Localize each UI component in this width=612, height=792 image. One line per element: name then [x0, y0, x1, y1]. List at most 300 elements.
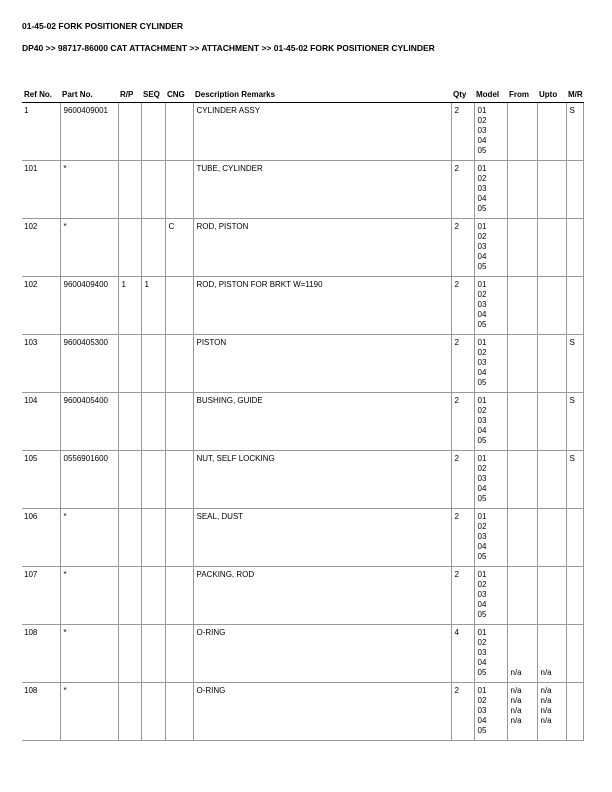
cng-cell	[165, 625, 193, 683]
description-cell: PACKING, ROD	[193, 567, 451, 625]
upto-value	[541, 658, 564, 668]
from-value	[511, 262, 535, 272]
col-cng-header: CNG	[165, 86, 193, 103]
upto-value	[541, 164, 564, 174]
seq-cell	[141, 451, 165, 509]
from-value	[511, 436, 535, 446]
model-value: 02	[477, 638, 487, 647]
model-value: 05	[477, 610, 487, 619]
from-cell	[507, 567, 537, 625]
model-value: 03	[477, 590, 487, 599]
qty-cell: 2	[451, 509, 474, 567]
model-value: 01	[477, 454, 487, 463]
from-value	[511, 416, 535, 426]
from-value	[511, 464, 535, 474]
model-value: 02	[477, 522, 487, 531]
upto-value	[541, 396, 564, 406]
model-value: 02	[477, 348, 487, 357]
col-qty-header: Qty	[451, 86, 474, 103]
model-value: 04	[477, 136, 487, 145]
model-value: 03	[477, 300, 487, 309]
cng-cell	[165, 509, 193, 567]
upto-value	[541, 368, 564, 378]
upto-cell	[537, 567, 566, 625]
mr-cell: S	[566, 393, 583, 451]
model-value: 05	[477, 494, 487, 503]
model-cell	[474, 161, 507, 219]
description-cell: BUSHING, GUIDE	[193, 393, 451, 451]
from-value	[511, 242, 535, 252]
model-value: 01	[477, 512, 487, 521]
from-cell	[507, 103, 537, 161]
mr-cell: S	[566, 335, 583, 393]
seq-cell	[141, 683, 165, 741]
from-value	[511, 532, 535, 542]
upto-value	[541, 532, 564, 542]
upto-cell	[537, 335, 566, 393]
from-value	[511, 406, 535, 416]
model-value: 01	[477, 570, 487, 579]
upto-value	[541, 290, 564, 300]
upto-value	[541, 280, 564, 290]
description-cell: NUT, SELF LOCKING	[193, 451, 451, 509]
from-value	[511, 174, 535, 184]
upto-cell	[537, 219, 566, 277]
model-value: 02	[477, 464, 487, 473]
from-value	[511, 628, 535, 638]
from-value: n/a	[510, 706, 522, 715]
part-no-cell: *	[60, 625, 118, 683]
description-cell: ROD, PISTON FOR BRKT W=1190	[193, 277, 451, 335]
table-row	[22, 509, 583, 567]
upto-cell	[537, 161, 566, 219]
upto-cell	[537, 393, 566, 451]
model-value: 02	[477, 116, 487, 125]
model-value: 03	[477, 474, 487, 483]
from-value	[511, 454, 535, 464]
model-value: 05	[477, 146, 487, 155]
col-model-header: Model	[474, 86, 507, 103]
mr-cell	[566, 625, 583, 683]
upto-value: n/a	[540, 696, 552, 705]
cng-cell	[165, 103, 193, 161]
upto-value	[541, 300, 564, 310]
cng-cell	[165, 335, 193, 393]
model-value: 02	[477, 696, 487, 705]
part-no-cell: *	[60, 683, 118, 741]
ref-cell: 104	[22, 393, 60, 451]
seq-cell	[141, 335, 165, 393]
col-ref-header: Ref No.	[22, 86, 60, 103]
description-cell: TUBE, CYLINDER	[193, 161, 451, 219]
upto-value	[541, 542, 564, 552]
table-header-row	[22, 86, 583, 103]
model-value: 01	[477, 628, 487, 637]
from-value	[511, 648, 535, 658]
from-value	[511, 338, 535, 348]
from-value	[511, 726, 535, 736]
upto-value	[541, 126, 564, 136]
model-value: 05	[477, 320, 487, 329]
upto-value	[541, 146, 564, 156]
upto-value: n/a	[540, 668, 552, 677]
model-value: 03	[477, 416, 487, 425]
mr-cell	[566, 683, 583, 741]
mr-cell	[566, 567, 583, 625]
model-value: 03	[477, 184, 487, 193]
model-value: 05	[477, 552, 487, 561]
from-value	[511, 590, 535, 600]
from-value	[511, 658, 535, 668]
part-no-cell: 9600405300	[60, 335, 118, 393]
qty-cell: 2	[451, 567, 474, 625]
qty-cell: 2	[451, 335, 474, 393]
upto-value	[541, 348, 564, 358]
model-value: 01	[477, 222, 487, 231]
from-value	[511, 600, 535, 610]
mr-cell	[566, 161, 583, 219]
from-cell	[507, 625, 537, 683]
from-value	[511, 106, 535, 116]
from-value	[511, 222, 535, 232]
upto-value	[541, 590, 564, 600]
description-cell: CYLINDER ASSY	[193, 103, 451, 161]
description-cell: O-RING	[193, 683, 451, 741]
upto-value	[541, 406, 564, 416]
part-no-cell: *	[60, 567, 118, 625]
mr-cell	[566, 277, 583, 335]
seq-cell: 1	[141, 277, 165, 335]
cng-cell	[165, 683, 193, 741]
upto-value	[541, 522, 564, 532]
mr-cell: S	[566, 103, 583, 161]
ref-cell: 103	[22, 335, 60, 393]
from-value: n/a	[510, 716, 522, 725]
description-cell: SEAL, DUST	[193, 509, 451, 567]
rp-cell: 1	[118, 277, 141, 335]
upto-value	[541, 648, 564, 658]
model-value: 03	[477, 242, 487, 251]
from-cell	[507, 277, 537, 335]
cng-cell	[165, 451, 193, 509]
part-no-cell: 0556901600	[60, 451, 118, 509]
model-value: 04	[477, 542, 487, 551]
from-value	[511, 570, 535, 580]
model-value: 05	[477, 204, 487, 213]
upto-cell	[537, 683, 566, 741]
upto-value	[541, 252, 564, 262]
model-value: 02	[477, 232, 487, 241]
from-value	[511, 522, 535, 532]
model-value: 03	[477, 126, 487, 135]
from-value: n/a	[510, 686, 522, 695]
table-row	[22, 277, 583, 335]
ref-cell: 101	[22, 161, 60, 219]
ref-cell: 105	[22, 451, 60, 509]
upto-value	[541, 204, 564, 214]
from-value	[511, 610, 535, 620]
upto-value	[541, 174, 564, 184]
upto-value	[541, 242, 564, 252]
qty-cell: 2	[451, 683, 474, 741]
part-no-cell: 9600409400	[60, 277, 118, 335]
model-cell	[474, 625, 507, 683]
from-cell	[507, 161, 537, 219]
from-value	[511, 310, 535, 320]
from-value	[511, 290, 535, 300]
upto-value: n/a	[540, 716, 552, 725]
qty-cell: 2	[451, 393, 474, 451]
model-value: 03	[477, 706, 487, 715]
from-value	[511, 164, 535, 174]
rp-cell	[118, 103, 141, 161]
from-value	[511, 232, 535, 242]
table-row	[22, 451, 583, 509]
ref-cell: 102	[22, 277, 60, 335]
from-value	[511, 252, 535, 262]
upto-cell	[537, 509, 566, 567]
from-value	[511, 146, 535, 156]
rp-cell	[118, 219, 141, 277]
from-value	[511, 368, 535, 378]
cng-cell: C	[165, 219, 193, 277]
rp-cell	[118, 393, 141, 451]
rp-cell	[118, 625, 141, 683]
upto-cell	[537, 103, 566, 161]
upto-value	[541, 570, 564, 580]
cng-cell	[165, 161, 193, 219]
model-value: 01	[477, 686, 487, 695]
from-value	[511, 204, 535, 214]
cng-cell	[165, 567, 193, 625]
rp-cell	[118, 451, 141, 509]
upto-value	[541, 580, 564, 590]
ref-cell: 1	[22, 103, 60, 161]
model-value: 02	[477, 290, 487, 299]
upto-value	[541, 474, 564, 484]
ref-cell: 106	[22, 509, 60, 567]
upto-value	[541, 628, 564, 638]
table-body	[22, 103, 583, 741]
qty-cell: 4	[451, 625, 474, 683]
from-cell	[507, 335, 537, 393]
upto-value	[541, 184, 564, 194]
upto-value	[541, 232, 564, 242]
model-cell	[474, 103, 507, 161]
upto-value	[541, 378, 564, 388]
from-value	[511, 280, 535, 290]
from-cell	[507, 683, 537, 741]
description-cell: ROD, PISTON	[193, 219, 451, 277]
upto-value	[541, 552, 564, 562]
upto-value	[541, 320, 564, 330]
rp-cell	[118, 335, 141, 393]
from-cell	[507, 219, 537, 277]
qty-cell: 2	[451, 219, 474, 277]
upto-value	[541, 600, 564, 610]
from-value	[511, 542, 535, 552]
rp-cell	[118, 509, 141, 567]
cng-cell	[165, 393, 193, 451]
model-value: 04	[477, 368, 487, 377]
part-no-cell: 9600409001	[60, 103, 118, 161]
upto-value	[541, 638, 564, 648]
upto-value	[541, 116, 564, 126]
model-cell	[474, 393, 507, 451]
ref-cell: 102	[22, 219, 60, 277]
seq-cell	[141, 393, 165, 451]
upto-cell	[537, 277, 566, 335]
upto-value	[541, 484, 564, 494]
table-row	[22, 393, 583, 451]
seq-cell	[141, 103, 165, 161]
description-cell: PISTON	[193, 335, 451, 393]
from-value	[511, 552, 535, 562]
upto-value: n/a	[540, 706, 552, 715]
upto-value	[541, 262, 564, 272]
col-upto-header: Upto	[537, 86, 566, 103]
from-value	[511, 320, 535, 330]
model-value: 04	[477, 252, 487, 261]
upto-value	[541, 222, 564, 232]
model-value: 04	[477, 600, 487, 609]
page-title: 01-45-02 FORK POSITIONER CYLINDER	[22, 21, 184, 31]
upto-value	[541, 464, 564, 474]
from-value: n/a	[510, 668, 522, 677]
model-value: 05	[477, 378, 487, 387]
model-cell	[474, 451, 507, 509]
col-desc-header: Description Remarks	[193, 86, 451, 103]
table-row	[22, 335, 583, 393]
breadcrumb: DP40 >> 98717-86000 CAT ATTACHMENT >> ATTACHMENT >> 01-45-02 FORK POSITIONER CYLINDER	[22, 43, 435, 53]
from-value	[511, 638, 535, 648]
model-value: 04	[477, 426, 487, 435]
upto-cell	[537, 451, 566, 509]
mr-cell	[566, 219, 583, 277]
model-value: 05	[477, 668, 487, 677]
qty-cell: 2	[451, 103, 474, 161]
from-value	[511, 426, 535, 436]
model-value: 01	[477, 396, 487, 405]
upto-value	[541, 610, 564, 620]
model-value: 04	[477, 310, 487, 319]
from-value	[511, 194, 535, 204]
upto-value	[541, 310, 564, 320]
model-cell	[474, 219, 507, 277]
from-value	[511, 126, 535, 136]
from-value	[511, 348, 535, 358]
col-rp-header: R/P	[118, 86, 141, 103]
seq-cell	[141, 509, 165, 567]
from-value	[511, 184, 535, 194]
seq-cell	[141, 161, 165, 219]
model-value: 05	[477, 726, 487, 735]
upto-value	[541, 358, 564, 368]
part-no-cell: *	[60, 509, 118, 567]
ref-cell: 108	[22, 683, 60, 741]
from-value: n/a	[510, 696, 522, 705]
col-seq-header: SEQ	[141, 86, 165, 103]
model-cell	[474, 277, 507, 335]
from-value	[511, 580, 535, 590]
model-cell	[474, 509, 507, 567]
model-cell	[474, 335, 507, 393]
seq-cell	[141, 625, 165, 683]
qty-cell: 2	[451, 161, 474, 219]
upto-value: n/a	[540, 686, 552, 695]
model-cell	[474, 567, 507, 625]
from-value	[511, 474, 535, 484]
model-value: 03	[477, 648, 487, 657]
upto-value	[541, 426, 564, 436]
cng-cell	[165, 277, 193, 335]
model-value: 05	[477, 436, 487, 445]
from-cell	[507, 451, 537, 509]
ref-cell: 108	[22, 625, 60, 683]
upto-value	[541, 416, 564, 426]
from-value	[511, 116, 535, 126]
upto-value	[541, 494, 564, 504]
qty-cell: 2	[451, 277, 474, 335]
table-row	[22, 683, 583, 741]
upto-value	[541, 106, 564, 116]
from-cell	[507, 393, 537, 451]
col-mr-header: M/R	[566, 86, 583, 103]
qty-cell: 2	[451, 451, 474, 509]
model-value: 01	[477, 280, 487, 289]
model-value: 04	[477, 194, 487, 203]
col-from-header: From	[507, 86, 537, 103]
model-value: 03	[477, 358, 487, 367]
model-value: 01	[477, 164, 487, 173]
table-row	[22, 103, 583, 161]
mr-cell: S	[566, 451, 583, 509]
upto-value	[541, 454, 564, 464]
table-row	[22, 219, 583, 277]
upto-value	[541, 512, 564, 522]
parts-table	[22, 86, 584, 741]
part-no-cell: *	[60, 219, 118, 277]
part-no-cell: *	[60, 161, 118, 219]
model-value: 01	[477, 338, 487, 347]
model-value: 04	[477, 716, 487, 725]
from-value	[511, 494, 535, 504]
model-value: 02	[477, 580, 487, 589]
model-value: 02	[477, 174, 487, 183]
rp-cell	[118, 161, 141, 219]
model-value: 05	[477, 262, 487, 271]
model-value: 03	[477, 532, 487, 541]
from-value	[511, 396, 535, 406]
from-value	[511, 484, 535, 494]
description-cell: O-RING	[193, 625, 451, 683]
model-value: 04	[477, 658, 487, 667]
upto-value	[541, 194, 564, 204]
model-value: 01	[477, 106, 487, 115]
from-value	[511, 512, 535, 522]
table-row	[22, 567, 583, 625]
upto-cell	[537, 625, 566, 683]
table-row	[22, 625, 583, 683]
seq-cell	[141, 219, 165, 277]
ref-cell: 107	[22, 567, 60, 625]
model-value: 02	[477, 406, 487, 415]
model-value: 04	[477, 484, 487, 493]
upto-value	[541, 436, 564, 446]
upto-value	[541, 338, 564, 348]
model-cell	[474, 683, 507, 741]
upto-value	[541, 136, 564, 146]
